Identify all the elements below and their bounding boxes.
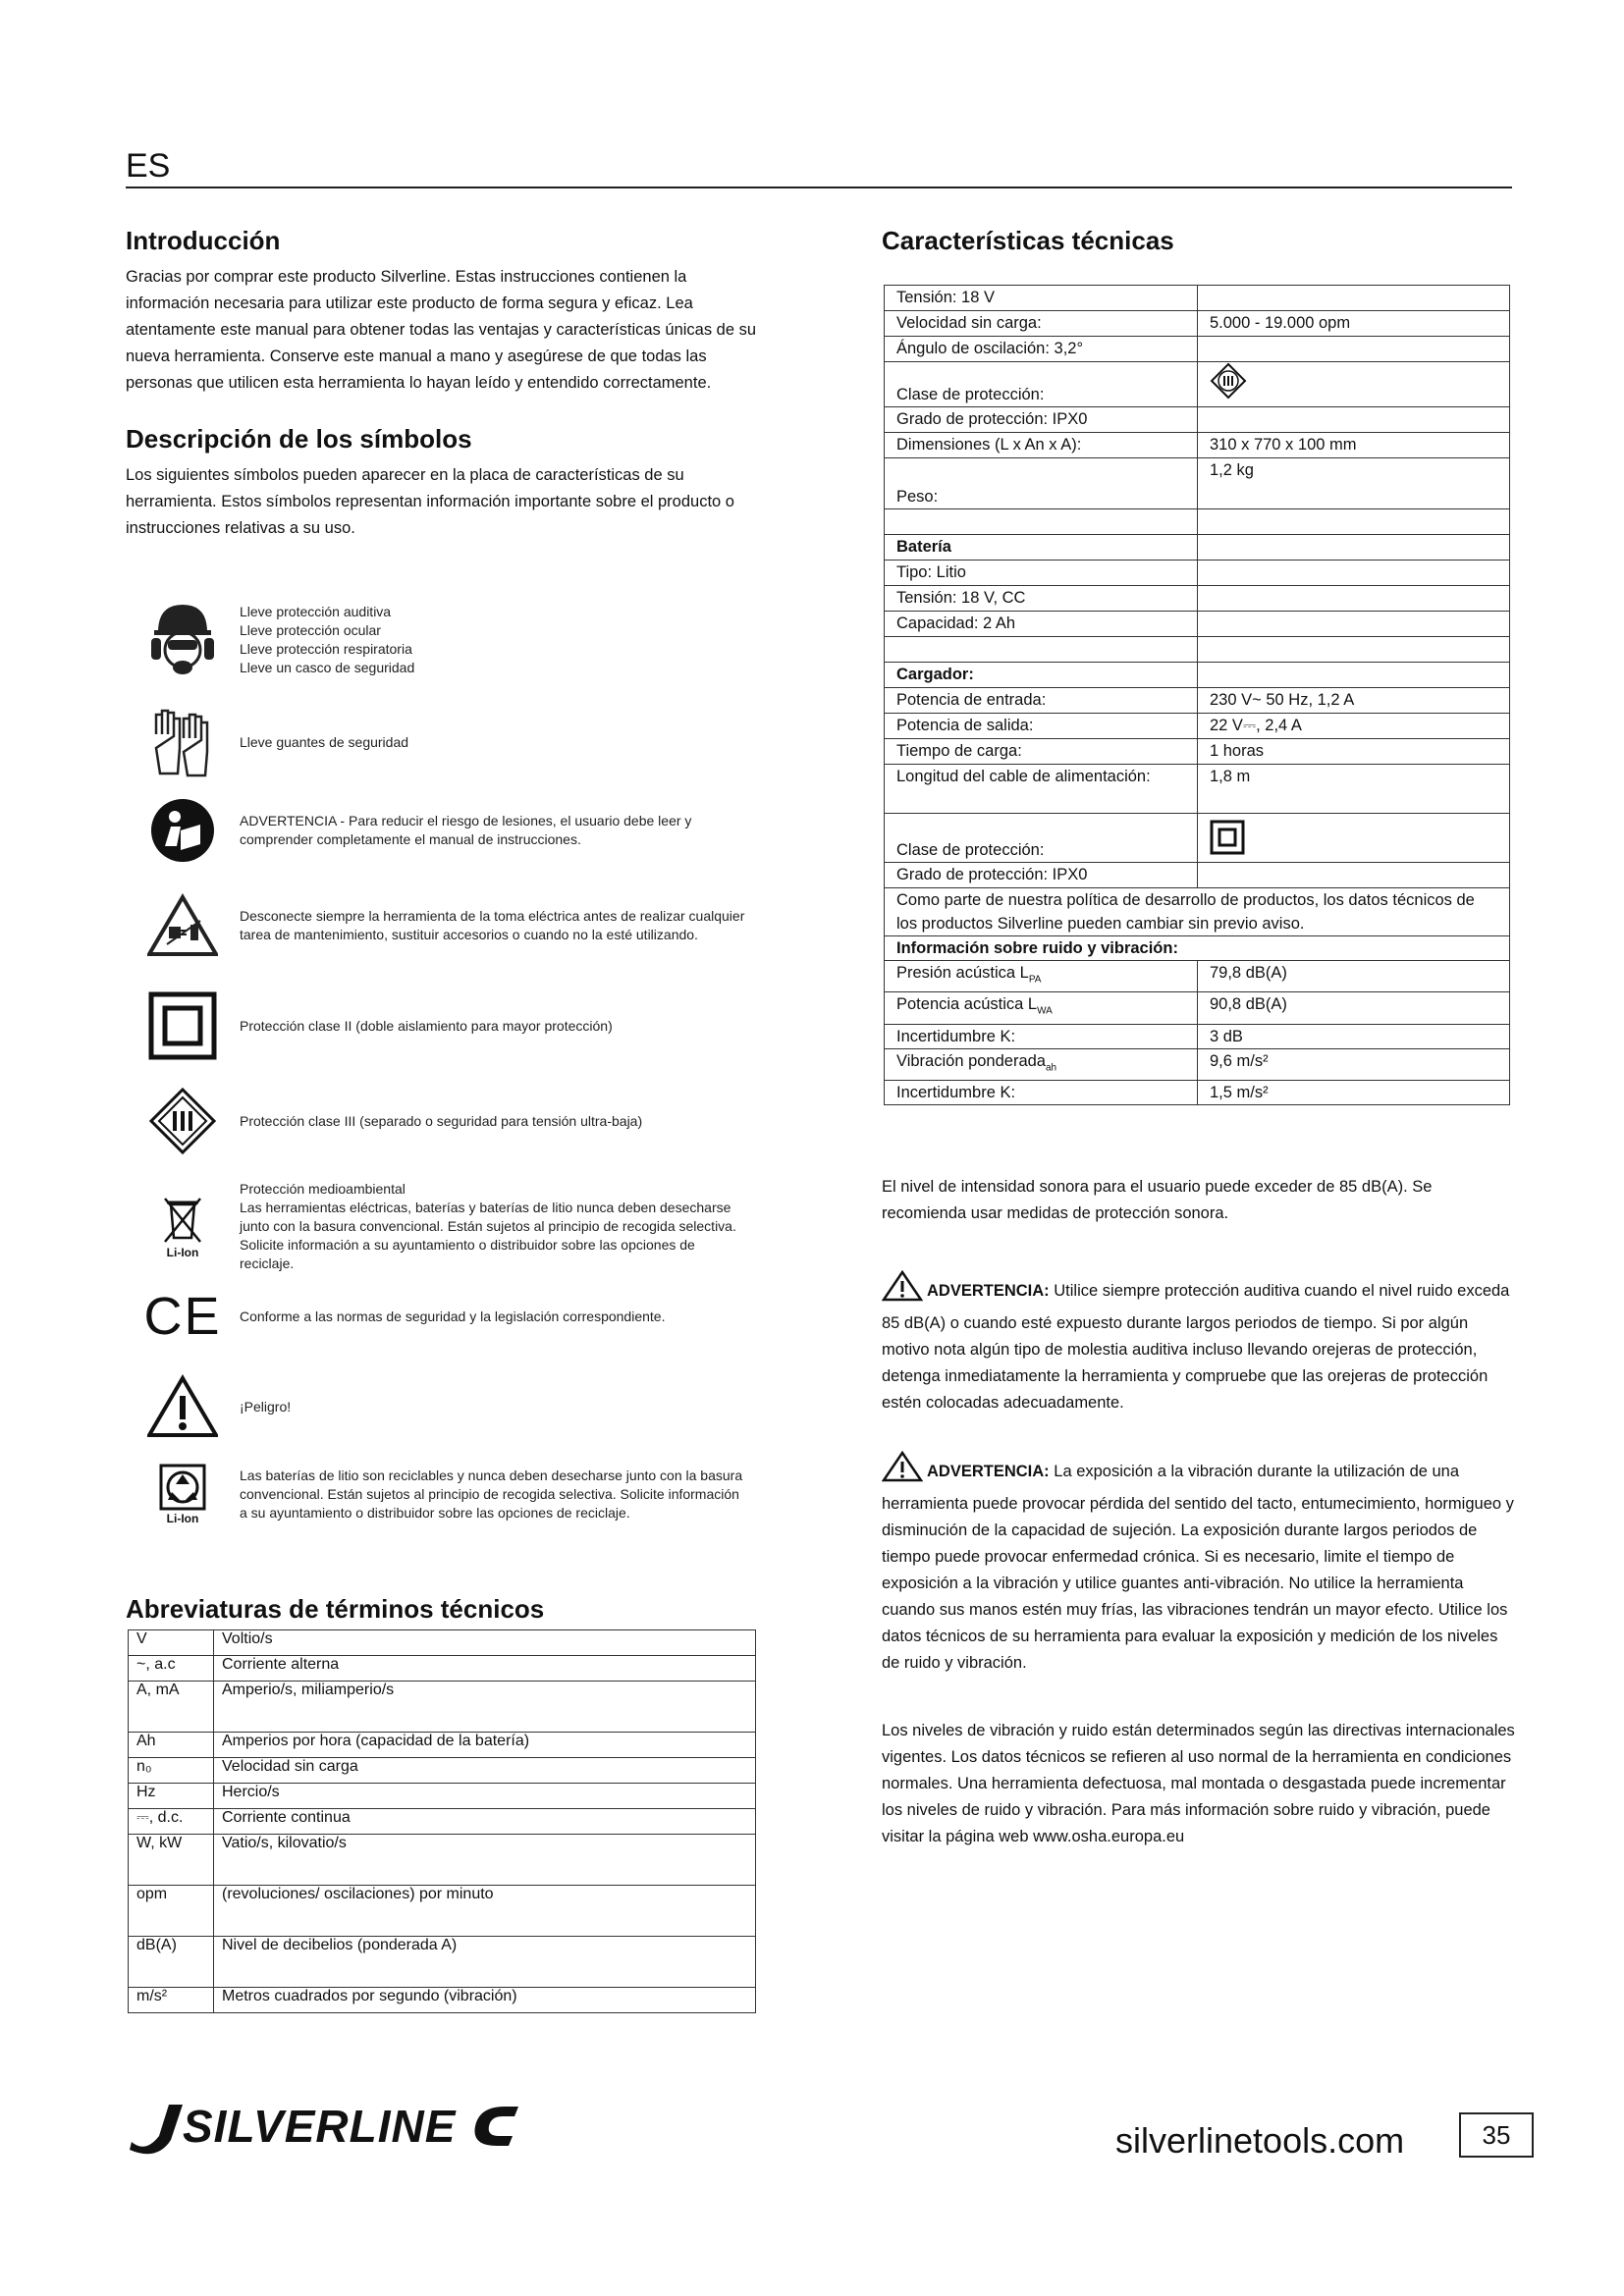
symbol-item — [145, 1286, 750, 1347]
abbreviation-term: A, mA — [129, 1682, 214, 1733]
unplug-warning-icon — [145, 893, 220, 958]
symbol-text: Protección clase III (separado o seguridad para tensión ultra-baja) — [240, 1112, 643, 1129]
abbreviation-row — [129, 1937, 756, 1988]
tech-row — [885, 509, 1510, 535]
header-rule — [126, 187, 1512, 188]
tech-label: Velocidad sin carga: — [885, 311, 1198, 337]
tech-table — [884, 285, 1510, 1105]
ce-mark-icon — [145, 1286, 220, 1347]
tech-label: Tensión: 18 V, CC — [885, 586, 1198, 612]
tech-value — [1198, 561, 1510, 586]
gloves-icon — [145, 705, 220, 779]
tech-value — [1198, 863, 1510, 888]
tech-label: Tipo: Litio — [885, 561, 1198, 586]
liion-recycle-icon — [145, 1463, 220, 1525]
tech-value — [1198, 814, 1510, 863]
tech-row — [885, 433, 1510, 458]
tech-value — [1198, 362, 1510, 407]
noise-row — [885, 992, 1510, 1024]
noise-row — [885, 1048, 1510, 1080]
tech-label — [885, 509, 1198, 535]
abbreviation-row — [129, 1758, 756, 1784]
tech-title: Características técnicas — [882, 226, 1174, 255]
class-iii-icon — [1210, 362, 1247, 400]
warning-icon — [882, 1451, 923, 1491]
tech-value — [1198, 637, 1510, 663]
intro-title: Introducción — [126, 226, 281, 255]
noise-label: Incertidumbre K: — [885, 1024, 1198, 1048]
tech-row — [885, 612, 1510, 637]
tech-row — [885, 688, 1510, 714]
noise-value: 90,8 dB(A) — [1198, 992, 1510, 1024]
tech-label: Clase de protección: — [885, 814, 1198, 863]
intro-text: Gracias por comprar este producto Silverline. Estas instrucciones contienen la información necesaria para utilizar este producto de forma segura y eficaz. Lea atentamente este manual para obtener todas las ventajas y características únicas de su nueva herramienta. Conserve este manual a mano y asegúrese de que todas las personas que utilicen esta herramienta lo hayan leído y entendido correctamente. — [126, 268, 757, 392]
abbreviation-row — [129, 1809, 756, 1835]
symbol-item — [145, 705, 750, 779]
abbreviation-row — [129, 1656, 756, 1682]
abbreviation-meaning: Corriente continua — [214, 1809, 756, 1835]
tech-label: Potencia de salida: — [885, 714, 1198, 739]
abbreviation-term: opm — [129, 1886, 214, 1937]
liion-label: Li-Ion — [166, 1245, 199, 1259]
symbol-text: Protección medioambiental Las herramientas eléctricas, baterías y baterías de litio nunca deben desecharse junto con la basura convencional. Están sujetos al principio de recogida selectiva. Solicite información a su ayuntamiento o distribuidor sobre las opciones de reciclaje. — [240, 1181, 736, 1271]
tech-row — [885, 739, 1510, 765]
abbreviation-row — [129, 1682, 756, 1733]
symbol-item — [145, 1463, 750, 1525]
tech-value: 1 horas — [1198, 739, 1510, 765]
tech-row — [885, 714, 1510, 739]
tech-label: Tiempo de carga: — [885, 739, 1198, 765]
tech-value: 5.000 - 19.000 opm — [1198, 311, 1510, 337]
tech-value: 22 V⎓, 2,4 A — [1198, 714, 1510, 739]
abbreviation-meaning: Corriente alterna — [214, 1656, 756, 1682]
noise-value: 79,8 dB(A) — [1198, 961, 1510, 992]
symbol-text: Lleve protección auditiva Lleve protección ocular Lleve protección respiratoria Lleve un casco de seguridad — [240, 604, 415, 675]
tech-row — [885, 561, 1510, 586]
symbol-text: ¡Peligro! — [240, 1398, 292, 1415]
noise-label: Vibración ponderada$_{ah}$ — [885, 1048, 1198, 1080]
abbreviation-meaning: Vatio/s, kilovatio/s — [214, 1835, 756, 1886]
warning-icon — [882, 1270, 923, 1310]
noise-label: Incertidumbre K: — [885, 1080, 1198, 1104]
tech-value — [1198, 535, 1510, 561]
tech-value — [1198, 286, 1510, 311]
abbreviations-table — [128, 1629, 756, 2013]
symbol-item — [145, 1180, 750, 1273]
noise-row — [885, 1080, 1510, 1104]
abbreviation-term: V — [129, 1630, 214, 1656]
abbreviation-term: dB(A) — [129, 1937, 214, 1988]
tech-row — [885, 407, 1510, 433]
tech-row — [885, 765, 1510, 814]
tech-label: Cargador: — [885, 663, 1198, 688]
abbreviation-meaning: Nivel de decibelios (ponderada A) — [214, 1937, 756, 1988]
tech-row — [885, 814, 1510, 863]
warning-text: Utilice siempre protección auditiva cuando el nivel ruido exceda 85 dB(A) o cuando esté expuesto durante largos periodos de tiempo. Si por algún motivo nota algún tipo de molestia auditiva incluso llevando orejeras de protección, detenga inmediatamente la herramienta y compruebe que las orejeras de protección estén colocadas adecuadamente. — [882, 1282, 1510, 1412]
abbreviation-row — [129, 1835, 756, 1886]
tech-value: 230 V~ 50 Hz, 1,2 A — [1198, 688, 1510, 714]
noise-label: Potencia acústica $L_{WA}$ — [885, 992, 1198, 1024]
weee-liion-icon — [145, 1195, 220, 1259]
tech-row — [885, 311, 1510, 337]
liion-label: Li-Ion — [166, 1512, 199, 1525]
symbol-text: Conforme a las normas de seguridad y la legislación correspondiente. — [240, 1308, 666, 1324]
read-manual-icon — [145, 797, 220, 864]
tech-label: Batería — [885, 535, 1198, 561]
abbreviation-meaning: Voltio/s — [214, 1630, 756, 1656]
website-url: silverlinetools.com — [1115, 2120, 1405, 2161]
abbreviation-term: m/s² — [129, 1988, 214, 2013]
abbreviation-meaning: Velocidad sin carga — [214, 1758, 756, 1784]
noise-paragraph: El nivel de intensidad sonora para el usuario puede exceder de 85 dB(A). Se recomienda usar medidas de protección sonora. — [882, 1178, 1433, 1222]
abbreviations-title: Abreviaturas de términos técnicos — [126, 1594, 545, 1624]
abbreviation-term: ~, a.c — [129, 1656, 214, 1682]
silverline-logo — [126, 2097, 538, 2161]
tech-label: Clase de protección: — [885, 362, 1198, 407]
noise-label: Presión acústica $L_{PA}$ — [885, 961, 1198, 992]
tech-label: Dimensiones (L x An x A): — [885, 433, 1198, 458]
abbreviation-term: n₀ — [129, 1758, 214, 1784]
ppe-head-icon — [145, 599, 220, 681]
symbol-item — [145, 893, 750, 958]
abbreviation-row — [129, 1784, 756, 1809]
abbreviation-meaning: Metros cuadrados por segundo (vibración) — [214, 1988, 756, 2013]
abbreviation-meaning: Amperio/s, miliamperio/s — [214, 1682, 756, 1733]
tech-value: 1,8 m — [1198, 765, 1510, 814]
tech-label — [885, 637, 1198, 663]
abbreviation-row — [129, 1733, 756, 1758]
tech-value — [1198, 586, 1510, 612]
abbreviation-meaning: (revoluciones/ oscilaciones) por minuto — [214, 1886, 756, 1937]
symbol-item — [145, 1374, 750, 1439]
symbols-title: Descripción de los símbolos — [126, 424, 472, 454]
directives-paragraph: Los niveles de vibración y ruido están determinados según las directivas internacionales vigentes. Los datos técnicos se refieren al uso normal de la herramienta en condiciones normales. Una herramienta defectuosa, mal montada o desgastada puede incrementar los niveles de ruido y vibración. Para más información sobre ruido y vibración, puede visitar la página web www.osha.europa.eu — [882, 1722, 1515, 1845]
abbreviation-row — [129, 1630, 756, 1656]
symbol-item — [145, 797, 750, 864]
symbol-item — [145, 599, 750, 681]
tech-policy-row — [885, 888, 1510, 936]
tech-row — [885, 337, 1510, 362]
tech-value — [1198, 407, 1510, 433]
warning-hearing — [882, 1270, 1516, 1416]
tech-label: Grado de protección: IPX0 — [885, 863, 1198, 888]
tech-label: Potencia de entrada: — [885, 688, 1198, 714]
tech-row — [885, 286, 1510, 311]
warning-label: ADVERTENCIA: — [927, 1463, 1050, 1480]
abbreviation-meaning: Amperios por hora (capacidad de la batería) — [214, 1733, 756, 1758]
brand-text: SILVERLINE — [183, 2101, 457, 2152]
symbols-text: Los siguientes símbolos pueden aparecer en la placa de características de su herramienta. Estos símbolos representan información importante sobre el producto o instrucciones relativas a su uso. — [126, 466, 734, 537]
tech-row — [885, 586, 1510, 612]
noise-title: Información sobre ruido y vibración: — [885, 936, 1510, 961]
tech-label: Capacidad: 2 Ah — [885, 612, 1198, 637]
noise-value: 1,5 m/s² — [1198, 1080, 1510, 1104]
tech-value — [1198, 337, 1510, 362]
tech-value — [1198, 663, 1510, 688]
warning-text: La exposición a la vibración durante la utilización de una herramienta puede provocar pérdida del sentido del tacto, entumecimiento, hormigueo y disminución de la capacidad de sujeción. La exposición durante largos periodos de tiempo puede provocar enfermedad crónica. Si es necesario, limite el tiempo de exposición a la vibración y utilice guantes anti-vibración. No utilice la herramienta cuando sus manos estén muy frías, las vibraciones tendrán un mayor efecto. Utilice los datos técnicos de su herramienta para evaluar la exposición y medición de los niveles de ruido y vibración. — [882, 1463, 1514, 1672]
abbreviation-row — [129, 1886, 756, 1937]
symbol-item — [145, 991, 750, 1060]
tech-label: Grado de protección: IPX0 — [885, 407, 1198, 433]
tech-row — [885, 663, 1510, 688]
class-ii-icon — [1210, 820, 1245, 855]
language-code: ES — [126, 147, 171, 185]
symbol-text: ADVERTENCIA - Para reducir el riesgo de lesiones, el usuario debe leer y comprender completamente el manual de instrucciones. — [240, 813, 692, 847]
page-number: 35 — [1459, 2112, 1534, 2158]
class-ii-icon — [145, 991, 220, 1060]
symbol-text: Desconecte siempre la herramienta de la toma eléctrica antes de realizar cualquier tarea de mantenimiento, sustituir accesorios o cuando no la esté utilizando. — [240, 908, 745, 942]
tech-label: Tensión: 18 V — [885, 286, 1198, 311]
tech-label: Longitud del cable de alimentación: — [885, 765, 1198, 814]
noise-row — [885, 1024, 1510, 1048]
warning-label: ADVERTENCIA: — [927, 1282, 1050, 1300]
tech-row — [885, 863, 1510, 888]
symbol-text: Protección clase II (doble aislamiento para mayor protección) — [240, 1017, 613, 1034]
tech-row — [885, 362, 1510, 407]
noise-value: 9,6 m/s² — [1198, 1048, 1510, 1080]
abbreviation-term: Ah — [129, 1733, 214, 1758]
tech-label: Ángulo de oscilación: 3,2° — [885, 337, 1198, 362]
noise-title-row — [885, 936, 1510, 961]
noise-value: 3 dB — [1198, 1024, 1510, 1048]
tech-row — [885, 458, 1510, 509]
abbreviation-row — [129, 1988, 756, 2013]
tech-value — [1198, 612, 1510, 637]
symbol-text: Las baterías de litio son reciclables y nunca deben desecharse junto con la basura convencional. Están sujetos al principio de recogida selectiva. Solicite información a su ayuntamiento o distribuidor sobre las opciones de reciclaje. — [240, 1467, 743, 1521]
abbreviation-term: ⎓, d.c. — [129, 1809, 214, 1835]
tech-value: 1,2 kg — [1198, 458, 1510, 509]
warning-vibration — [882, 1451, 1516, 1677]
class-iii-icon — [145, 1086, 220, 1156]
abbreviation-meaning: Hercio/s — [214, 1784, 756, 1809]
left-column — [126, 226, 764, 542]
ce-label: CE — [143, 1287, 222, 1346]
noise-row — [885, 961, 1510, 992]
tech-value: 310 x 770 x 100 mm — [1198, 433, 1510, 458]
danger-icon — [145, 1374, 220, 1439]
tech-label: Peso: — [885, 458, 1198, 509]
tech-policy: Como parte de nuestra política de desarrollo de productos, los datos técnicos de los productos Silverline pueden cambiar sin previo aviso. — [885, 888, 1510, 936]
tech-row — [885, 535, 1510, 561]
abbreviation-term: W, kW — [129, 1835, 214, 1886]
tech-row — [885, 637, 1510, 663]
symbol-text: Lleve guantes de seguridad — [240, 733, 409, 750]
tech-value — [1198, 509, 1510, 535]
symbol-item — [145, 1086, 750, 1156]
abbreviation-term: Hz — [129, 1784, 214, 1809]
